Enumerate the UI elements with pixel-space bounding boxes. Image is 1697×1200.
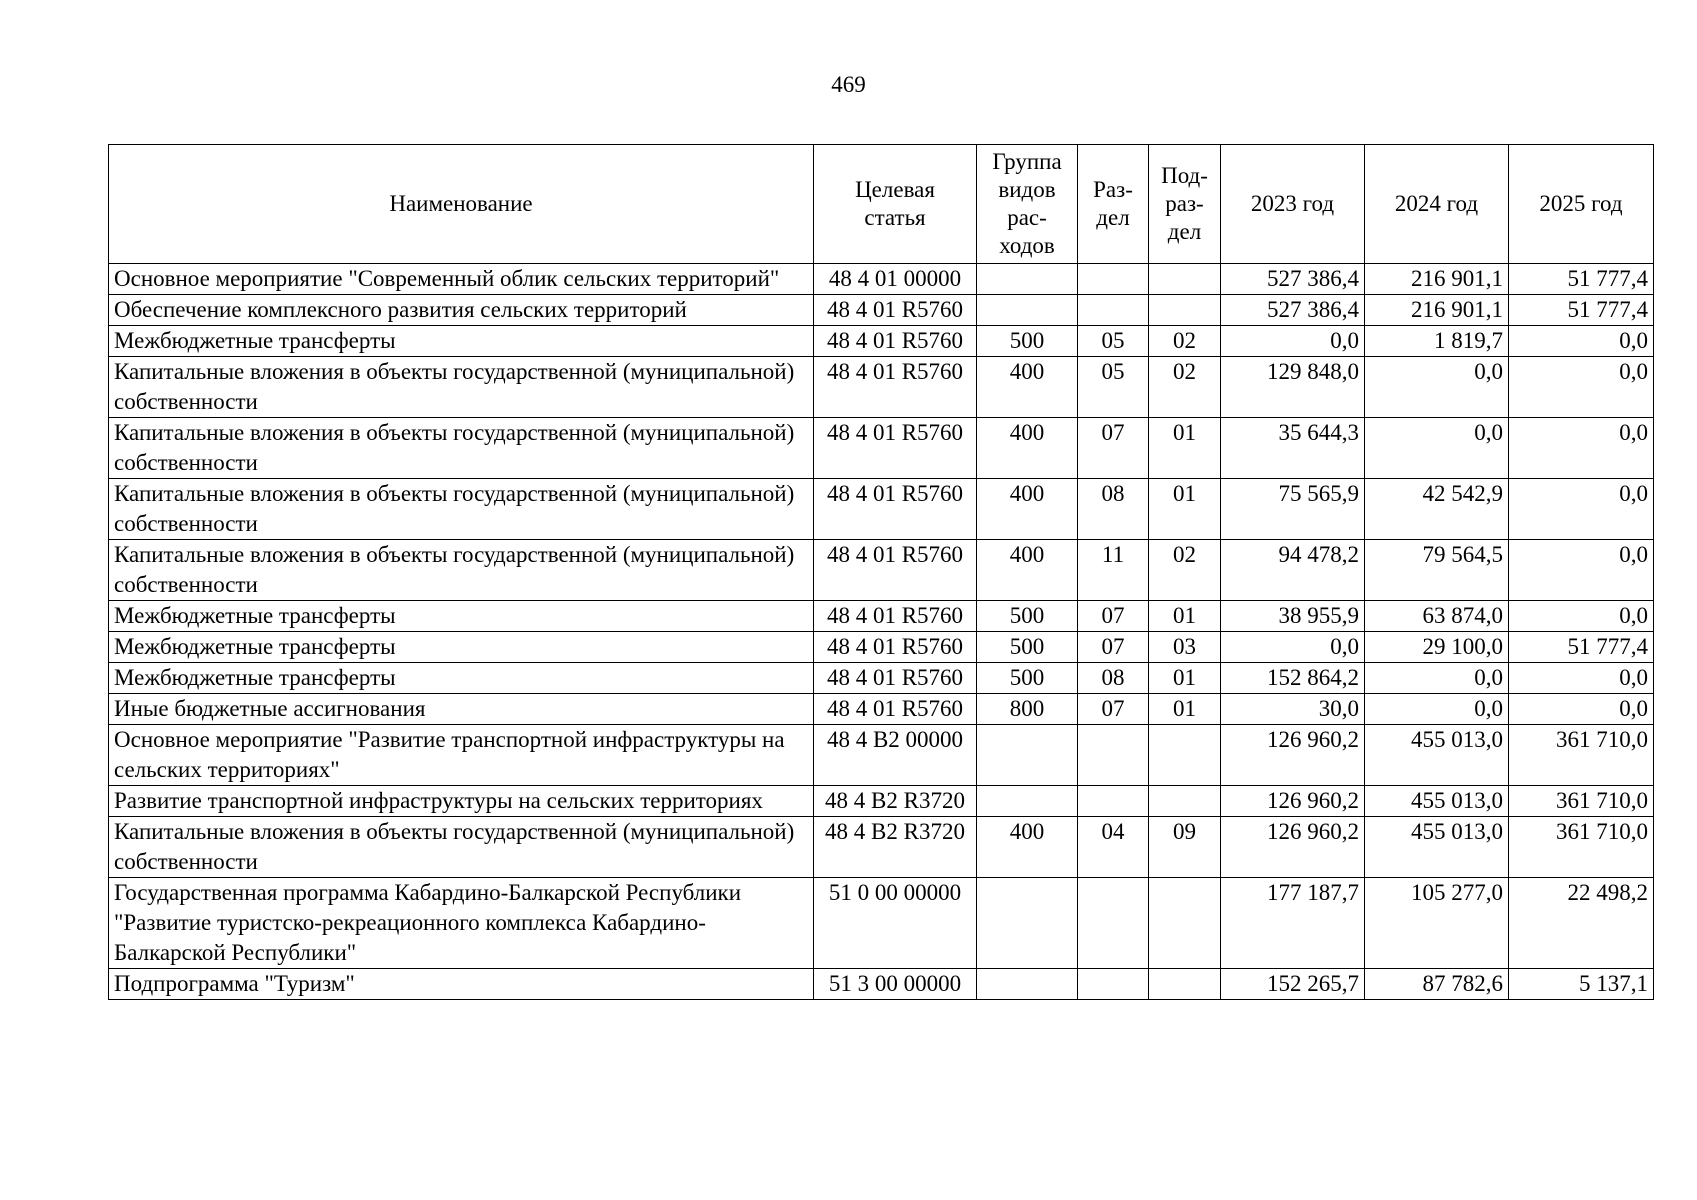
cell-2023: 527 386,4: [1221, 264, 1365, 295]
cell-target-article: 48 4 01 00000: [814, 264, 977, 295]
cell-section: [1078, 725, 1149, 786]
header-name: Наименование: [109, 145, 814, 264]
cell-name: Государственная программа Кабардино-Балкарской Республики "Развитие туристско-рекреационного комплекса Кабардино-Балкарской Республики": [109, 878, 814, 969]
cell-subsection: [1149, 725, 1221, 786]
cell-subsection: 09: [1149, 817, 1221, 878]
cell-section: 07: [1078, 694, 1149, 725]
header-target-article: Целевая статья: [814, 145, 977, 264]
cell-section: 07: [1078, 601, 1149, 632]
cell-2023: 177 187,7: [1221, 878, 1365, 969]
cell-subsection: 02: [1149, 540, 1221, 601]
cell-subsection: [1149, 969, 1221, 1000]
cell-expense-group: [977, 295, 1078, 326]
cell-expense-group: [977, 969, 1078, 1000]
cell-2023: 75 565,9: [1221, 479, 1365, 540]
cell-expense-group: [977, 725, 1078, 786]
cell-2025: 0,0: [1509, 663, 1654, 694]
cell-target-article: 48 4 01 R5760: [814, 326, 977, 357]
cell-target-article: 48 4 01 R5760: [814, 663, 977, 694]
cell-2025: 51 777,4: [1509, 295, 1654, 326]
cell-name: Межбюджетные трансферты: [109, 663, 814, 694]
cell-name: Капитальные вложения в объекты государственной (муниципальной) собственности: [109, 479, 814, 540]
table-row: [109, 694, 1654, 725]
cell-target-article: 48 4 01 R5760: [814, 357, 977, 418]
cell-target-article: 48 4 01 R5760: [814, 694, 977, 725]
cell-2024: 1 819,7: [1365, 326, 1509, 357]
table-row: [109, 632, 1654, 663]
cell-section: 08: [1078, 663, 1149, 694]
cell-2023: 152 864,2: [1221, 663, 1365, 694]
page-number: 469: [831, 72, 866, 97]
header-2023: 2023 год: [1221, 145, 1365, 264]
header-2024: 2024 год: [1365, 145, 1509, 264]
cell-2023: 152 265,7: [1221, 969, 1365, 1000]
cell-expense-group: 500: [977, 326, 1078, 357]
cell-section: [1078, 264, 1149, 295]
cell-target-article: 51 0 00 00000: [814, 878, 977, 969]
cell-2023: 0,0: [1221, 632, 1365, 663]
cell-name: Капитальные вложения в объекты государственной (муниципальной) собственности: [109, 817, 814, 878]
cell-2024: 63 874,0: [1365, 601, 1509, 632]
cell-2025: 51 777,4: [1509, 632, 1654, 663]
table-row: [109, 663, 1654, 694]
cell-subsection: [1149, 295, 1221, 326]
cell-target-article: 51 3 00 00000: [814, 969, 977, 1000]
cell-expense-group: 500: [977, 632, 1078, 663]
cell-name: Межбюджетные трансферты: [109, 326, 814, 357]
cell-2024: 105 277,0: [1365, 878, 1509, 969]
cell-2024: 79 564,5: [1365, 540, 1509, 601]
cell-expense-group: 400: [977, 357, 1078, 418]
cell-2023: 30,0: [1221, 694, 1365, 725]
cell-2025: 5 137,1: [1509, 969, 1654, 1000]
cell-section: [1078, 786, 1149, 817]
cell-target-article: 48 4 В2 00000: [814, 725, 977, 786]
cell-2025: 361 710,0: [1509, 817, 1654, 878]
cell-2024: 455 013,0: [1365, 817, 1509, 878]
cell-2024: 87 782,6: [1365, 969, 1509, 1000]
cell-expense-group: 500: [977, 663, 1078, 694]
header-section: Раз- дел: [1078, 145, 1149, 264]
cell-subsection: 02: [1149, 357, 1221, 418]
table-row: [109, 295, 1654, 326]
cell-expense-group: [977, 878, 1078, 969]
cell-name: Основное мероприятие "Развитие транспортной инфраструктуры на сельских территориях": [109, 725, 814, 786]
cell-name: Межбюджетные трансферты: [109, 632, 814, 663]
cell-section: [1078, 295, 1149, 326]
cell-2024: 29 100,0: [1365, 632, 1509, 663]
cell-section: 07: [1078, 418, 1149, 479]
cell-expense-group: 400: [977, 540, 1078, 601]
cell-target-article: 48 4 01 R5760: [814, 540, 977, 601]
cell-2023: 38 955,9: [1221, 601, 1365, 632]
table-row: [109, 601, 1654, 632]
cell-section: 05: [1078, 326, 1149, 357]
cell-2024: 455 013,0: [1365, 725, 1509, 786]
cell-2024: 42 542,9: [1365, 479, 1509, 540]
cell-2025: 0,0: [1509, 418, 1654, 479]
cell-target-article: 48 4 В2 R3720: [814, 786, 977, 817]
cell-section: 05: [1078, 357, 1149, 418]
table-row: [109, 786, 1654, 817]
table-row: [109, 357, 1654, 418]
cell-2025: 0,0: [1509, 357, 1654, 418]
cell-subsection: 01: [1149, 694, 1221, 725]
cell-name: Развитие транспортной инфраструктуры на сельских территориях: [109, 786, 814, 817]
cell-section: [1078, 969, 1149, 1000]
table-header-row: [109, 145, 1654, 264]
cell-2024: 0,0: [1365, 694, 1509, 725]
header-2025: 2025 год: [1509, 145, 1654, 264]
cell-2023: 35 644,3: [1221, 418, 1365, 479]
cell-name: Капитальные вложения в объекты государственной (муниципальной) собственности: [109, 418, 814, 479]
cell-subsection: 02: [1149, 326, 1221, 357]
header-expense-group: Группа видов рас- ходов: [977, 145, 1078, 264]
cell-2024: 216 901,1: [1365, 295, 1509, 326]
cell-2023: 129 848,0: [1221, 357, 1365, 418]
cell-name: Основное мероприятие "Современный облик сельских территорий": [109, 264, 814, 295]
cell-subsection: 01: [1149, 479, 1221, 540]
cell-expense-group: 400: [977, 418, 1078, 479]
cell-2023: 126 960,2: [1221, 725, 1365, 786]
cell-expense-group: [977, 264, 1078, 295]
cell-subsection: 01: [1149, 601, 1221, 632]
table-row: [109, 969, 1654, 1000]
cell-name: Капитальные вложения в объекты государственной (муниципальной) собственности: [109, 357, 814, 418]
cell-expense-group: 500: [977, 601, 1078, 632]
cell-expense-group: 400: [977, 817, 1078, 878]
cell-2023: 94 478,2: [1221, 540, 1365, 601]
cell-expense-group: [977, 786, 1078, 817]
cell-name: Обеспечение комплексного развития сельских территорий: [109, 295, 814, 326]
cell-name: Подпрограмма "Туризм": [109, 969, 814, 1000]
cell-2025: 0,0: [1509, 479, 1654, 540]
cell-name: Иные бюджетные ассигнования: [109, 694, 814, 725]
cell-subsection: [1149, 878, 1221, 969]
cell-2024: 0,0: [1365, 418, 1509, 479]
budget-table: [108, 144, 1654, 1000]
table-row: [109, 540, 1654, 601]
cell-2023: 126 960,2: [1221, 817, 1365, 878]
cell-subsection: [1149, 786, 1221, 817]
table-row: [109, 878, 1654, 969]
cell-2025: 51 777,4: [1509, 264, 1654, 295]
table-row: [109, 264, 1654, 295]
cell-subsection: 03: [1149, 632, 1221, 663]
cell-2025: 0,0: [1509, 540, 1654, 601]
table-row: [109, 817, 1654, 878]
cell-target-article: 48 4 01 R5760: [814, 601, 977, 632]
table-row: [109, 326, 1654, 357]
cell-section: 04: [1078, 817, 1149, 878]
cell-section: 07: [1078, 632, 1149, 663]
cell-section: [1078, 878, 1149, 969]
cell-name: Межбюджетные трансферты: [109, 601, 814, 632]
cell-target-article: 48 4 01 R5760: [814, 479, 977, 540]
cell-2023: 126 960,2: [1221, 786, 1365, 817]
cell-name: Капитальные вложения в объекты государственной (муниципальной) собственности: [109, 540, 814, 601]
cell-2025: 22 498,2: [1509, 878, 1654, 969]
cell-2024: 216 901,1: [1365, 264, 1509, 295]
cell-target-article: 48 4 В2 R3720: [814, 817, 977, 878]
cell-2023: 0,0: [1221, 326, 1365, 357]
cell-subsection: 01: [1149, 663, 1221, 694]
cell-subsection: [1149, 264, 1221, 295]
cell-2025: 361 710,0: [1509, 725, 1654, 786]
cell-2024: 0,0: [1365, 663, 1509, 694]
table-row: [109, 479, 1654, 540]
cell-2024: 0,0: [1365, 357, 1509, 418]
cell-section: 11: [1078, 540, 1149, 601]
table-body: [109, 264, 1654, 1000]
cell-section: 08: [1078, 479, 1149, 540]
cell-expense-group: 800: [977, 694, 1078, 725]
cell-2025: 361 710,0: [1509, 786, 1654, 817]
cell-2025: 0,0: [1509, 601, 1654, 632]
cell-target-article: 48 4 01 R5760: [814, 632, 977, 663]
cell-target-article: 48 4 01 R5760: [814, 418, 977, 479]
cell-2025: 0,0: [1509, 694, 1654, 725]
table-row: [109, 725, 1654, 786]
cell-2024: 455 013,0: [1365, 786, 1509, 817]
cell-expense-group: 400: [977, 479, 1078, 540]
table-row: [109, 418, 1654, 479]
cell-subsection: 01: [1149, 418, 1221, 479]
cell-target-article: 48 4 01 R5760: [814, 295, 977, 326]
cell-2025: 0,0: [1509, 326, 1654, 357]
header-subsection: Под- раз- дел: [1149, 145, 1221, 264]
cell-2023: 527 386,4: [1221, 295, 1365, 326]
